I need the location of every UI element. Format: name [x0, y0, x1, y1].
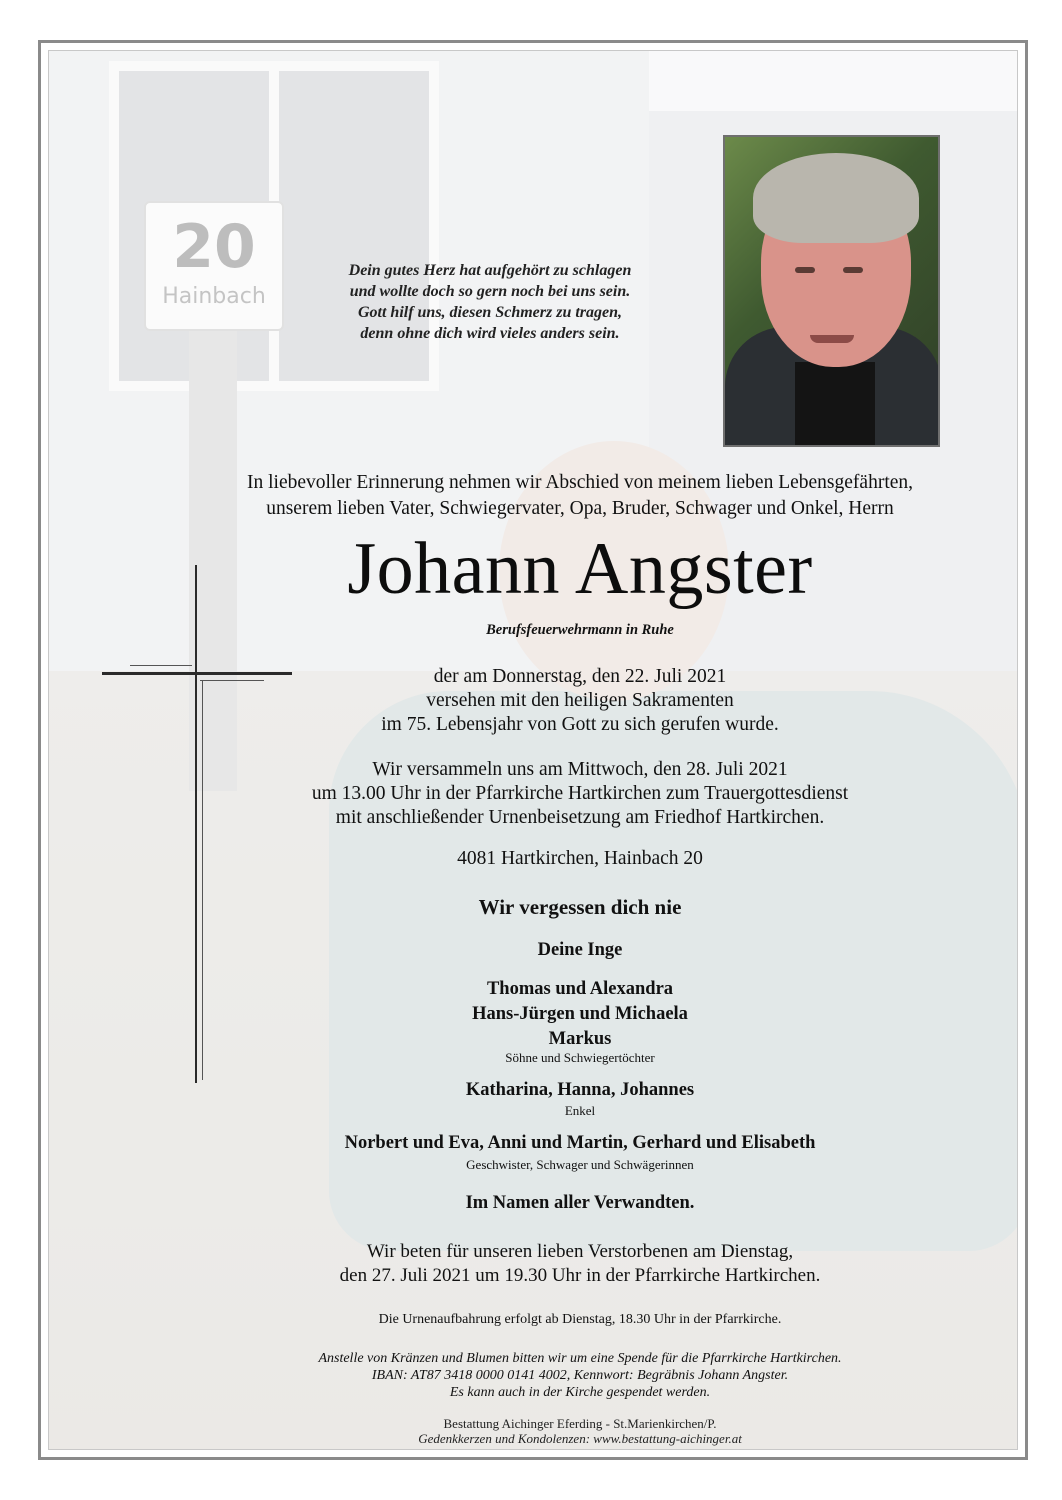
intro-text	[150, 470, 1010, 522]
partner-name: Deine Inge	[537, 940, 623, 960]
grandchildren-label: Enkel	[564, 1103, 596, 1118]
donation-line-2: IBAN: AT87 3418 0000 0141 4002, Kennwort: Begräbnis Johann Angster.	[371, 1368, 789, 1383]
siblings-label: Geschwister, Schwager und Schwägerinnen	[466, 1157, 694, 1172]
poem-line: und wollte doch so gern noch bei uns sein.	[349, 283, 631, 300]
service-line-3: mit anschließender Urnenbeisetzung am Friedhof Hartkirchen.	[335, 807, 825, 828]
undertaker-website[interactable]: Gedenkkerzen und Kondolenzen: www.bestattung-aichinger.at	[418, 1431, 742, 1446]
urn-viewing-notice: Die Urnenaufbahrung erfolgt ab Dienstag, 18.30 Uhr in der Pfarrkirche.	[378, 1312, 782, 1327]
death-line-1: der am Donnerstag, den 22. Juli 2021	[433, 666, 727, 687]
donation-notice	[150, 1350, 1010, 1401]
prayer-line-1: Wir beten für unseren lieben Verstorbenen am Dienstag,	[366, 1241, 794, 1262]
death-line-3: im 75. Lebensjahr von Gott zu sich gerufen wurde.	[381, 714, 779, 735]
service-line-2: um 13.00 Uhr in der Pfarrkirche Hartkirchen zum Trauergottesdienst	[311, 783, 849, 804]
grandchildren-list: Katharina, Hanna, Johannes	[465, 1080, 695, 1100]
children-label: Söhne und Schwiegertöchter	[505, 1050, 655, 1065]
deceased-name: Johann Angster	[347, 528, 813, 610]
intro-line-1: In liebevoller Erinnerung nehmen wir Abschied von meinem lieben Lebensgefährten,	[246, 472, 914, 493]
donation-line-3: Es kann auch in der Kirche gespendet werden.	[449, 1385, 711, 1400]
intro-line-2: unserem lieben Vater, Schwiegervater, Opa, Bruder, Schwager und Onkel, Herrn	[266, 498, 894, 519]
service-notice	[230, 758, 930, 830]
house-sign-name: Hainbach	[162, 284, 266, 309]
service-line-1: Wir versammeln uns am Mittwoch, den 28. Juli 2021	[372, 759, 788, 780]
poem-line: Gott hilf uns, diesen Schmerz zu tragen,	[357, 304, 623, 321]
poem-line: denn ohne dich wird vieles anders sein.	[360, 325, 620, 342]
address: 4081 Hartkirchen, Hainbach 20	[457, 848, 703, 869]
child-name: Thomas und Alexandra	[486, 979, 674, 999]
portrait-photo	[723, 135, 940, 447]
child-name: Hans-Jürgen und Michaela	[472, 1004, 688, 1024]
prayer-line-2: den 27. Juli 2021 um 19.30 Uhr in der Pfarrkirche Hartkirchen.	[339, 1265, 821, 1286]
undertaker-name: Bestattung Aichinger Eferding - St.Marienkirchen/P.	[443, 1416, 717, 1431]
poem	[300, 260, 680, 344]
poem-line: Dein gutes Herz hat aufgehört zu schlagen	[348, 262, 632, 279]
siblings-list: Norbert und Eva, Anni und Martin, Gerhard und Elisabeth	[344, 1133, 816, 1153]
motto: Wir vergessen dich nie	[478, 895, 682, 919]
relatives-line: Im Namen aller Verwandten.	[465, 1193, 695, 1213]
house-number: 20	[172, 212, 256, 282]
undertaker-footer	[250, 1416, 910, 1446]
donation-line-1: Anstelle von Kränzen und Blumen bitten wir um eine Spende für die Pfarrkirche Hartkirchen.	[318, 1351, 842, 1366]
death-notice	[230, 665, 930, 737]
prayer-notice	[220, 1240, 940, 1288]
children-list	[330, 977, 830, 1052]
death-line-2: versehen mit den heiligen Sakramenten	[426, 690, 734, 711]
child-name: Markus	[548, 1029, 612, 1049]
deceased-profession: Berufsfeuerwehrmann in Ruhe	[486, 622, 674, 638]
